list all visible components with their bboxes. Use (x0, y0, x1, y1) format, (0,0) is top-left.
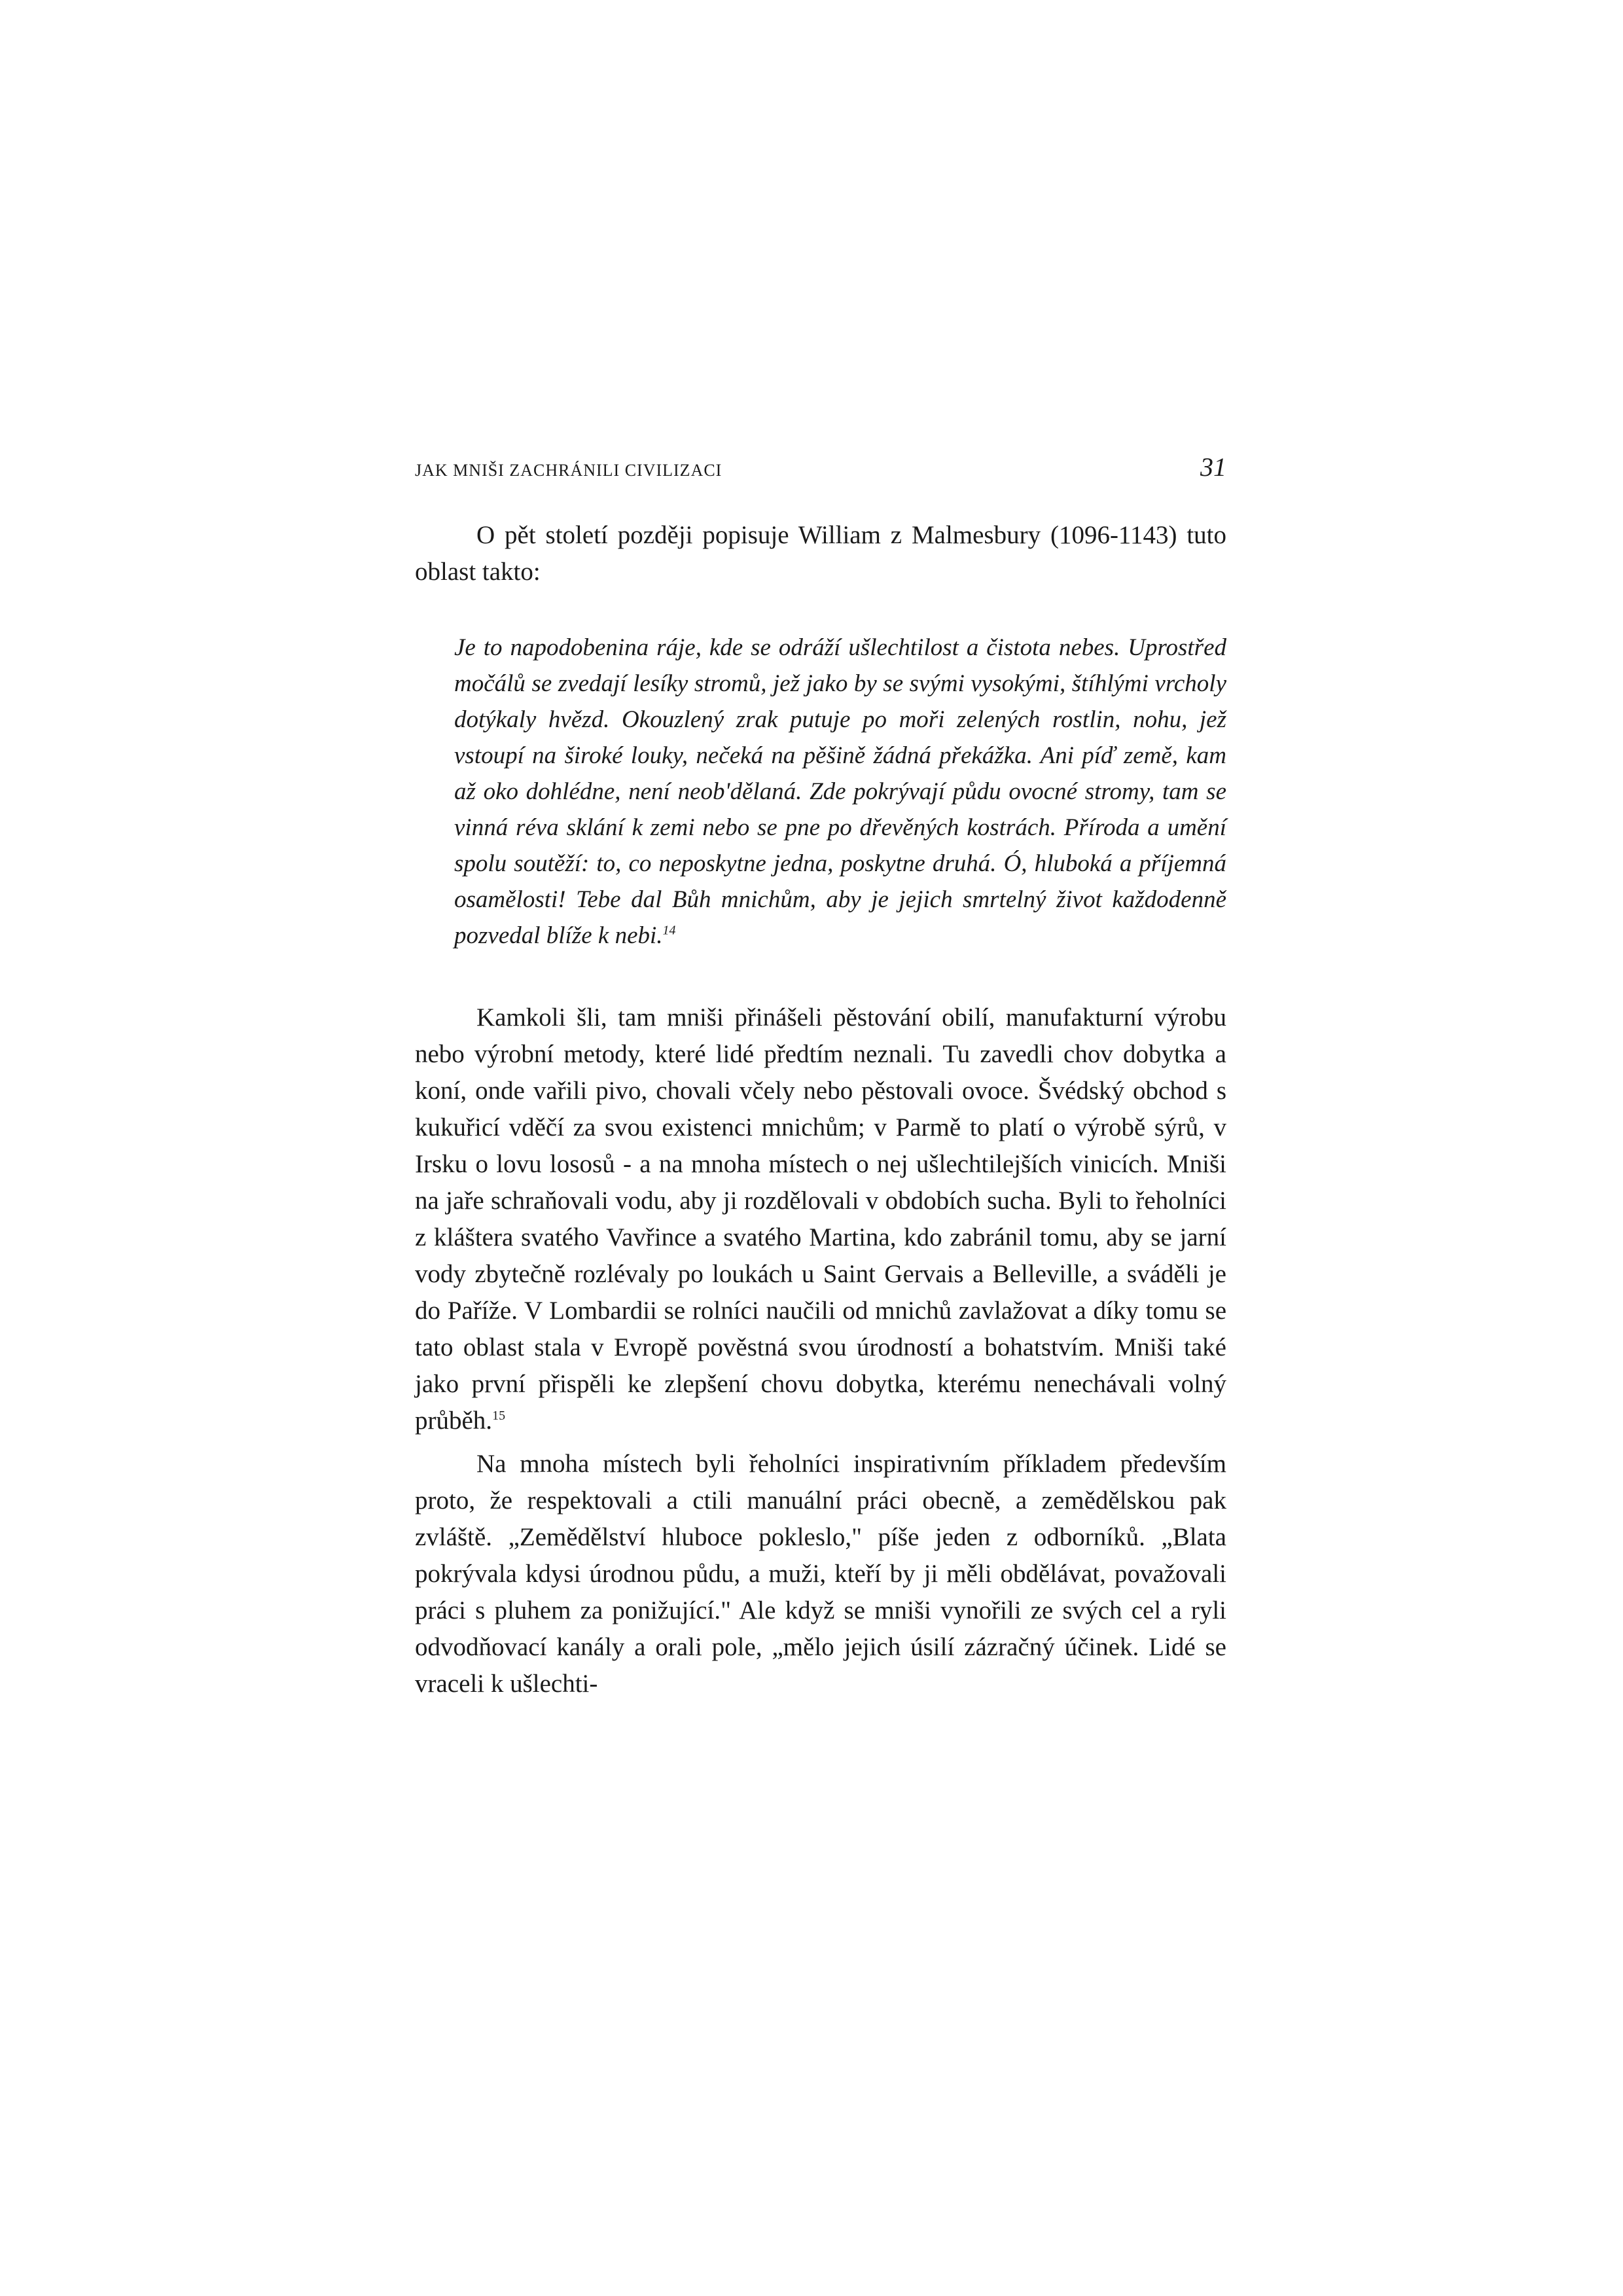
running-head (415, 452, 1226, 491)
footnote-marker: 15 (492, 1408, 506, 1423)
body-text (415, 517, 1226, 1702)
paragraph-text: Kamkoli šli, tam mniši přinášeli pěstování obilí, manufakturní výrobu nebo výrobní metody, které lidé předtím neznali. Tu zavedli chov dobytka a koní, onde vařili pivo, chovali včely nebo pěstovali ovoce. Švédský obchod s kukuřicí vděčí za svou existenci mnichům; v Parmě to platí o výrobě sýrů, v Irsku o lovu lososů - a na mnoha místech o nej ušlechtilejších vinicích. Mniši na jaře schraňovali vodu, aby ji rozdělovali v obdobích sucha. Byli to řeholníci z kláštera svatého Vavřince a svatého Martina, kdo zabránil tomu, aby se jarní vody zbytečně rozlévaly po loukách u Saint Gervais a Belleville, a sváděli je do Paříže. V Lombardii se rolníci naučili od mnichů zavlažovat a díky tomu se tato oblast stala v Evropě pověstná svou úrodností a bohatstvím. Mniši také jako první přispěli ke zlepšení chovu dobytka, kterému nenechávali volný průběh. (415, 1003, 1226, 1435)
paragraph-text: Na mnoha místech byli řeholníci inspirativním příkladem především proto, že respektovali a ctili manuální práci obecně, a zemědělskou pak zvláště. „Zemědělství hluboce pokleslo," píše jeden z odborníků. „Blata pokrývala kdysi úrodnou půdu, a muži, kteří by ji měli obdělávat, považovali práci s pluhem za ponižující." Ale když se mniši vynořili ze svých cel a ryli odvodňovací kanály a orali pole, „mělo jejich úsilí zázračný účinek. Lidé se vraceli k ušlechti- (415, 1450, 1226, 1698)
block-quote (454, 630, 1226, 954)
quote-text: Je to napodobenina ráje, kde se odráží ušlechtilost a čistota nebes. Uprostřed močálů se zvedají lesíky stromů, jež jako by se svými vysokými, štíhlými vrcholy dotýkaly hvězd. Okouzlený zrak putuje po moři zelených rostlin, nohu, jež vstoupí na široké louky, nečeká na pěšině žádná překážka. Ani píď země, kam až oko dohlédne, není neob'dělaná. Zde pokrývají půdu ovocné stromy, tam se vinná réva sklání k zemi nebo se pne po dřevěných kostrách. Příroda a umění spolu soutěží: to, co neposkytne jedna, poskytne druhá. Ó, hluboká a příjemná osamělosti! Tebe dal Bůh mnichům, aby je jejich smrtelný život každodenně pozvedal blíže k nebi. (454, 634, 1226, 949)
running-title: JAK MNIŠI ZACHRÁNILI CIVILIZACI (415, 461, 722, 480)
intro-text: O pět století později popisuje William z Malmesbury (1096-1143) tuto oblast takto: (415, 521, 1226, 586)
footnote-marker: 14 (662, 923, 676, 938)
page-number: 31 (1200, 452, 1226, 482)
body-paragraph (415, 999, 1226, 1439)
body-paragraph (415, 1446, 1226, 1702)
intro-paragraph (415, 517, 1226, 590)
